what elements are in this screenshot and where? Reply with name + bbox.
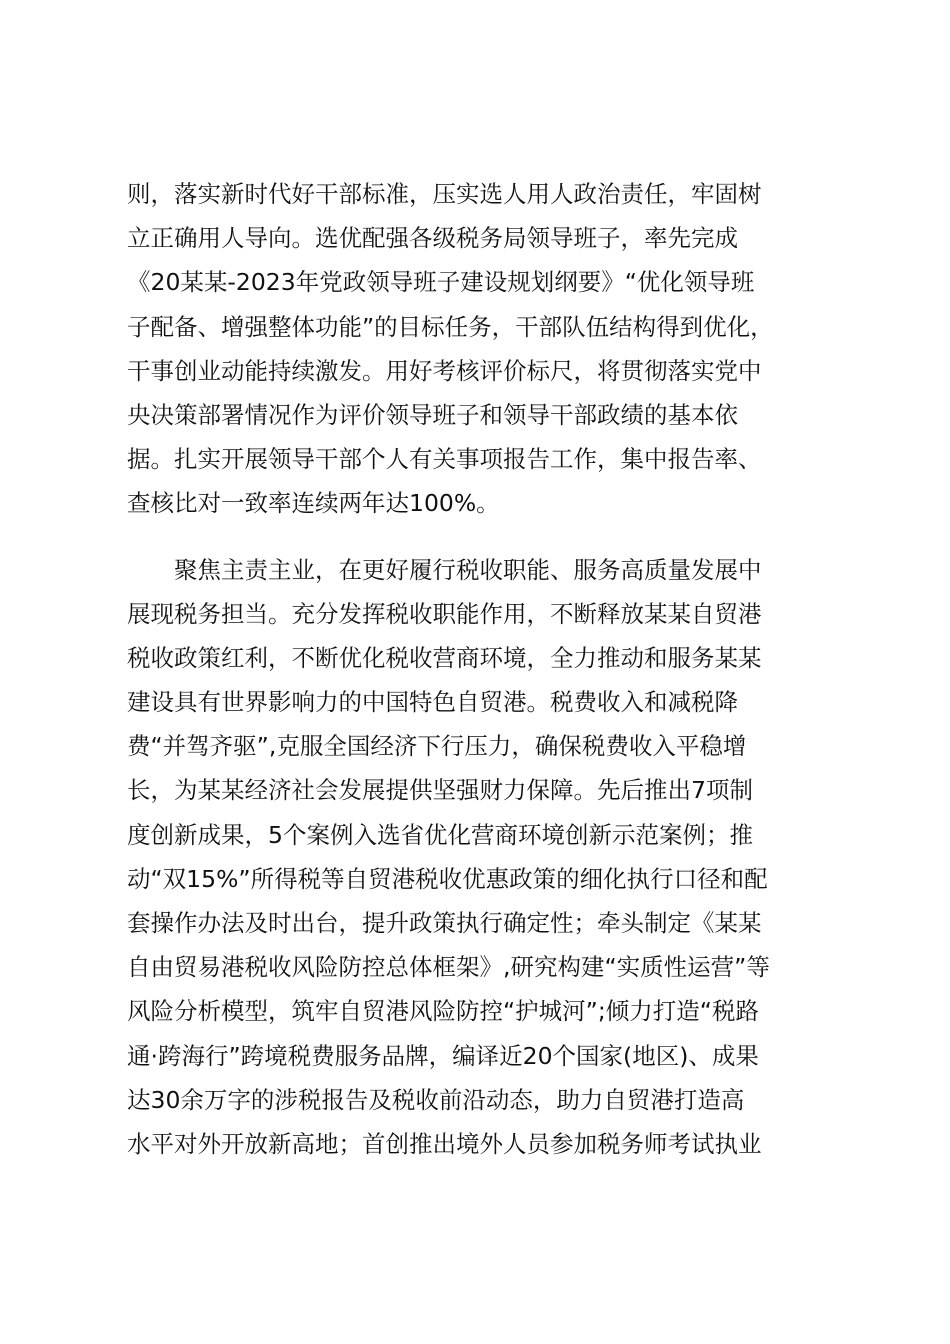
text-line: 建设具有世界影响力的中国特色自贸港。税费收入和减税降 — [127, 688, 738, 717]
text-line: 费“并驾齐驱”,克服全国经济下行压力，确保税费收入平稳增 — [127, 732, 747, 761]
text-line: 水平对外开放新高地；首创推出境外人员参加税务师考试执业 — [127, 1129, 762, 1158]
text-line: 自由贸易港税收风险防控总体框架》,研究构建“实质性运营”等 — [127, 953, 770, 982]
text-line: 动“双15%”所得税等自贸港税收优惠政策的细化执行口径和配 — [127, 864, 768, 893]
text-line: 《20某某-2023年党政领导班子建设规划纲要》“优化领导班 — [127, 268, 755, 297]
text-line: 度创新成果，5个案例入选省优化营商环境创新示范案例；推 — [127, 820, 753, 849]
document-body — [127, 172, 827, 1166]
text-line: 立正确用人导向。选优配强各级税务局领导班子，率先完成 — [127, 224, 738, 253]
paragraph-spacer — [127, 526, 827, 548]
text-line: 风险分析模型，筑牢自贸港风险防控“护城河”;倾力打造“税路 — [127, 997, 759, 1026]
paragraph-1 — [127, 172, 827, 526]
text-line: 子配备、增强整体功能”的目标任务，干部队伍结构得到优化， — [127, 312, 774, 341]
paragraph-2 — [127, 548, 827, 1167]
text-line: 达30余万字的涉税报告及税收前沿动态，助力自贸港打造高 — [127, 1085, 745, 1114]
text-line: 税收政策红利，不断优化税收营商环境，全力推动和服务某某 — [127, 643, 762, 672]
text-line: 长，为某某经济社会发展提供坚强财力保障。先后推出7项制 — [127, 776, 753, 805]
text-line: 聚焦主责主业，在更好履行税收职能、服务高质量发展中 — [174, 555, 762, 584]
text-line: 展现税务担当。充分发挥税收职能作用，不断释放某某自贸港 — [127, 599, 762, 628]
text-line: 则，落实新时代好干部标准，压实选人用人政治责任，牢固树 — [127, 180, 762, 208]
text-line: 套操作办法及时出台，提升政策执行确定性；牵头制定《某某 — [127, 909, 762, 937]
text-line: 干事创业动能持续激发。用好考核评价标尺，将贯彻落实党中 — [127, 356, 762, 385]
text-line: 据。扎实开展领导干部个人有关事项报告工作，集中报告率、 — [127, 445, 762, 474]
text-line: 央决策部署情况作为评价领导班子和领导干部政绩的基本依 — [127, 400, 738, 429]
text-line: 通·跨海行”跨境税费服务品牌，编译近20个国家(地区)、成果 — [127, 1041, 759, 1070]
text-line: 查核比对一致率连续两年达100%。 — [127, 489, 500, 518]
